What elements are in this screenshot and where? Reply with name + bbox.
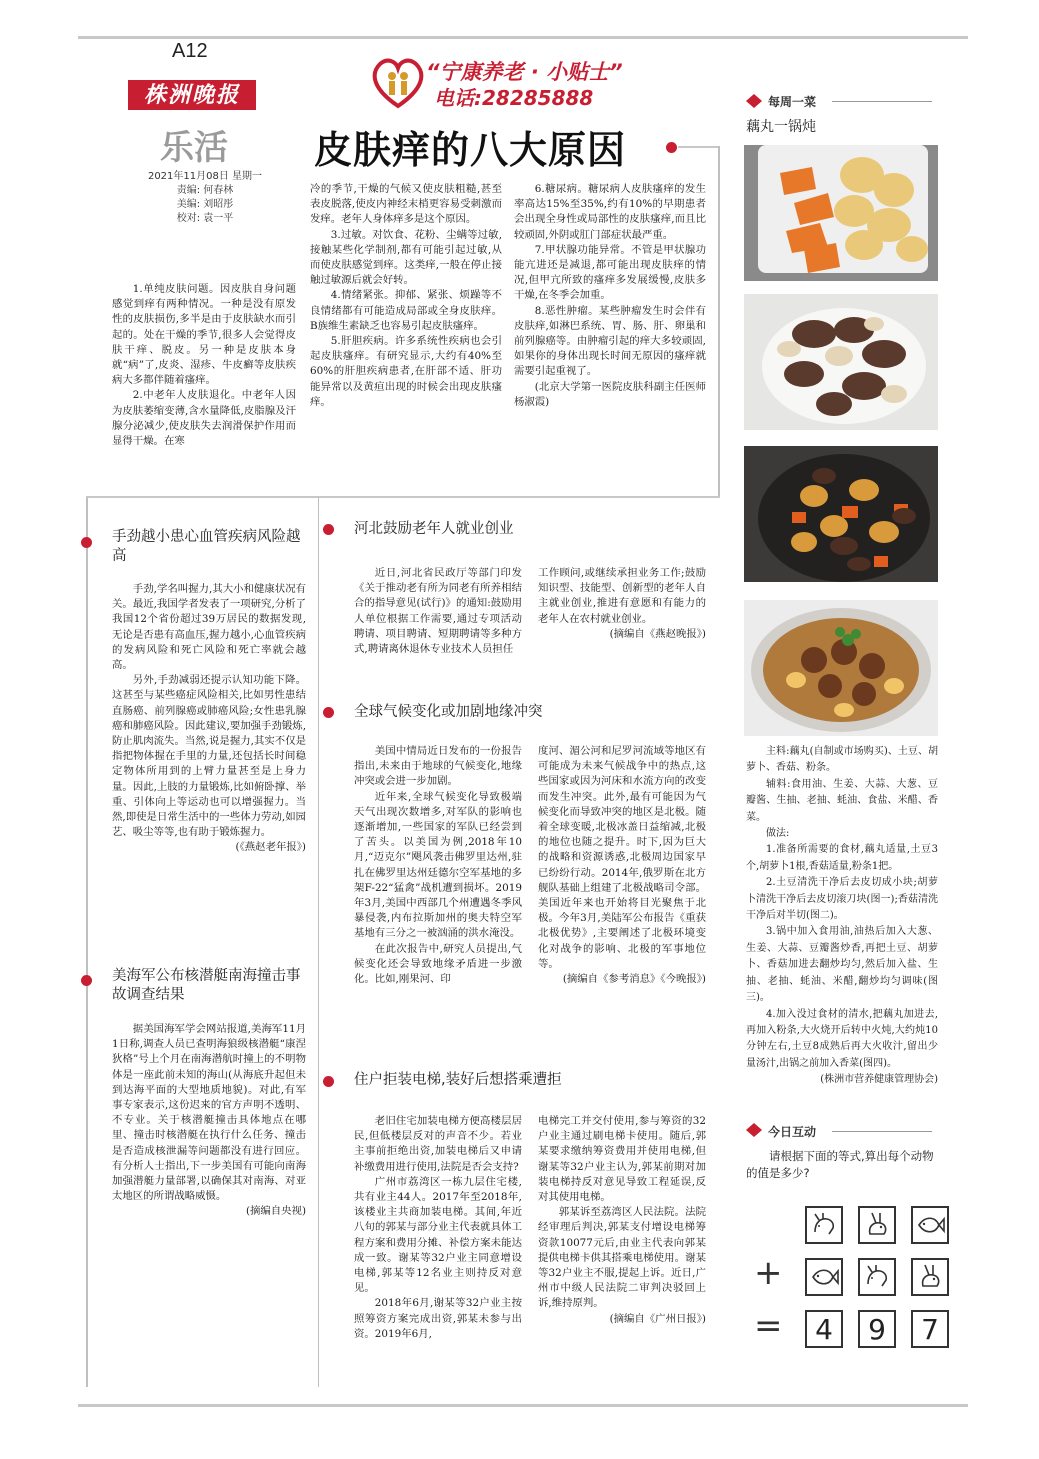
column-divider xyxy=(318,497,319,1387)
plus-sign: + xyxy=(754,1253,783,1293)
climate-article-left: 美国中情局近日发布的一份报告指出,未来由于地球的气候变化,地缘冲突或会进一步加剧。 近年来,全球气候变化导致极端天气出现次数增多,对军队的影响也逐渐增加,一些国家的军队已经尝到了苦头。以美国为例,2018年10月,“迈克尔”飓风袭击佛罗里达州,驻扎在佛罗里达州廷德尔空军基地的多架F-22“猛禽”战机遭到损坏。2019年3月,美国中西部几个州遭遇冬季风暴侵袭,内布拉斯加州的奥夫特空军基地有三分之一被汹涌的洪水淹没。 在此次报告中,研究人员提出,气候变化还会导致地缘矛盾进一步激化。比如,刚果河、印 xyxy=(354,745,522,986)
recipe-tag: 每周一菜 xyxy=(768,95,817,109)
main-headline: 皮肤痒的八大原因 xyxy=(314,128,627,172)
elevator-article-left: 老旧住宅加装电梯方便高楼层居民,但低楼层反对的声音不少。若业主事前拒绝出资,加装电梯后又申请补缴费用进行使用,法院是否会支持? 广州市荔湾区一栋九层住宅楼,共有业主44人。2017年至2018年,该楼业主共商加装电梯。其间,年近八旬的郭某与部分业主代表就具体工程方案和费用分摊、补偿方案未能达成一致。谢某等32户业主同意增设电梯,郭某等12名业主则持反对意见。 2018年6月,谢某等32户业主按照筹资方案完成出资,郭某未参与出资。2019年6月, xyxy=(354,1115,522,1340)
elevator-article-right: 电梯完工并交付使用,参与筹资的32户业主通过刷电梯卡使用。随后,郭某要求缴纳筹资费用并使用电梯,但谢某等32户业主认为,郭某前期对加装电梯持反对意见导致工程延误,反对其使用电梯。 郭某诉至荔湾区人民法院。法院经审理后判决,郭某支付增设电梯筹资款10077元后,由业主代表向郭某提供电梯卡供其搭乘电梯使用。谢某等32户业主不服,提起上诉。近日,广州市中级人民法院二审判决驳回上诉,维持原判。 (摘编自《广州日报》) xyxy=(538,1114,706,1327)
hebei-article-source: (摘编自《燕赵晚报》) xyxy=(609,627,706,640)
elevator-article-dot xyxy=(323,1076,334,1087)
puzzle-tag: 今日互动 xyxy=(768,1125,817,1139)
climate-article-right: 度河、湄公河和尼罗河流域等地区有可能成为未来气候战争中的热点,这些国家或因为河床和水流方向的改变而发生冲突。此外,最有可能因为气候变化而导致冲突的地区是北极。随着全球变暖,北极冰盖日益缩减,北极的地位也随之提升。时下,因为巨大的战略和资源诱惑,北极周边国家早已纷纷行动。2014年,俄罗斯在北方舰队基础上组建了北极战略司令部。美国近年来也开始将目光聚焦于北极。今年3月,美陆军公布报告《重获北极优势》,主要阐述了北极环境变化对战争的影响、北极的军事地位等。 (摘编自《参考消息》《今晚报》) xyxy=(538,744,706,987)
elevator-article-title: 住户拒装电梯,装好后想搭乘遭拒 xyxy=(354,1072,562,1088)
answer-digit-3: 7 xyxy=(911,1310,949,1348)
paper-name: 株洲晚报 xyxy=(143,82,240,108)
main-article-col3: 6.糖尿病。糖尿病人皮肤瘙痒的发生率高达15%至35%,约有10%的早期患者会出现全身性或局部性的皮肤瘙痒,而且比较顽固,外阴或肛门部症状最严重。 7.甲状腺功能异常。不管是甲状腺功能亢进还是减退,都可能出现皮肤痒的情况,但甲亢所致的瘙痒多发展缓慢,皮肤多干燥,在冬季会加重。 8.恶性肿瘤。某些肿瘤发生时会伴有皮肤痒,如淋巴系统、胃、肠、肝、卵巢和前列腺癌等。由肿瘤引起的痒大多较顽固,如果你的身体出现长时间无原因的瘙痒就需要引起重视了。 (北京大学第一医院皮肤科副主任医师 杨淑霞) xyxy=(514,182,706,410)
hebei-article-right: 工作顾问,或继续承担业务工作;鼓励知识型、技能型、创新型的老年人自主就业创业,推进有意愿和有能力的老年人在农村就业创业。 (摘编自《燕赵晚报》) xyxy=(538,566,706,642)
recipe-tag-icon xyxy=(744,93,764,113)
headline-rule xyxy=(678,146,720,148)
hebei-article-title: 河北鼓励老年人就业创业 xyxy=(354,521,514,537)
top-rule xyxy=(78,36,968,39)
climate-article-source: (摘编自《参考消息》《今晚报》) xyxy=(562,973,706,986)
main-frame-bottom xyxy=(86,496,720,498)
recipe-photo-4 xyxy=(744,600,938,736)
submarine-article-title: 美海军公布核潜艇南海撞击事故调查结果 xyxy=(112,968,301,1003)
ad-slogan: “宁康养老 · 小贴士” xyxy=(426,60,623,84)
recipe-photo-2 xyxy=(744,294,938,430)
page-number: A12 xyxy=(172,40,208,62)
recipe-body: 主料:藕丸(自制或市场购买)、土豆、胡萝卜、香菇、粉条。 辅料:食用油、生姜、大蒜、大葱、豆瓣酱、生抽、老抽、蚝油、食盐、米醋、香菜。 做法: 1.准备所需要的食材,藕丸适量,土豆3个,胡萝卜1根,香菇适量,粉条1把。 2.土豆清洗干净后去皮切成小块;胡萝卜清洗干净后去皮切滚刀块(图一);香菇清洗干净后对半切(图二)。 3.锅中加入食用油,油热后加入大葱、生姜、大蒜、豆瓣酱炒香,再把土豆、胡萝卜、香菇加进去翻炒均匀,然后加入盐、生抽、老抽、蚝油、米醋,翻炒均匀调味(图三)。 4.加入没过食材的清水,把藕丸加进去,再加入粉条,大火烧开后转中火炖,大约炖10分钟左右,土豆8成熟后再大火收汁,留出少量汤汁,出锅之前加入香菜(图四)。 (株洲市营养健康管理协会) xyxy=(746,744,938,1089)
ad-phone: 电话:28285888 xyxy=(434,86,594,110)
fish-icon xyxy=(911,1206,949,1244)
recipe-name: 藕丸一锅炖 xyxy=(746,119,816,135)
main-article-col1: 1.单纯皮肤问题。因皮肤自身问题感觉到痒有两种情况。一种是没有原发性的皮肤损伤,多半是由于皮肤缺水而引起的。处在干燥的季节,很多人会觉得皮肤干痒、脱皮。另一种是皮肤本身就“病”了,皮炎、湿疹、牛皮癣等皮肤疾病大多都伴随着瘙痒。 2.中老年人皮肤退化。中老年人因为皮肤萎缩变薄,含水量降低,皮脂腺及汗腺分泌减少,使皮肤失去润滑保护作用而显得干燥。在寒 xyxy=(112,283,296,448)
submarine-article-dot xyxy=(81,975,92,986)
goat-icon xyxy=(858,1258,896,1296)
hebei-article-left: 近日,河北省民政厅等部门印发《关于推动老有所为同老有所养相结合的指导意见(试行)》的通知:鼓励用人单位根据工作需要,通过专项活动聘请、项目聘请、短期聘请等多种方式,聘请离休退休专业技术人员担任 xyxy=(354,567,522,656)
goat-icon xyxy=(805,1206,843,1244)
puzzle-question: 请根据下面的等式,算出每个动物的值是多少? xyxy=(746,1149,934,1180)
answer-digit-1: 4 xyxy=(805,1310,843,1348)
recipe-photo-1 xyxy=(744,145,938,281)
puzzle-tag-icon xyxy=(744,1122,764,1142)
grip-article-dot xyxy=(81,537,92,548)
grip-article-body: 手劲,学名叫握力,其大小和健康状况有关。最近,我国学者发表了一项研究,分析了我国12个省份超过39万居民的数据发现,无论是否患有高血压,握力越小,心血管疾病的发病风险和死亡风险和死亡率就会越高。 另外,手劲减弱还提示认知功能下降。这甚至与某些癌症风险相关,比如男性患结直肠癌、前列腺癌或肺癌风险;女性患乳腺癌和肺癌风险。因此建议,要加强手劲锻炼,防止肌肉流失。当然,说是握力,其实不仅是指把物体握在手里的力量,还包括长时间稳定物体所用到的上臂力量甚至是上身力量。因此,上肢的力量锻炼,比如俯卧撑、举重、引体向上等运动也可以增强握力。当然,即使是日常生活中的一些体力劳动,如园艺、吸尘等等,也有助于锻炼握力。 (《燕赵老年报》) xyxy=(112,582,306,856)
recipe-source: (株洲市营养健康管理协会) xyxy=(820,1074,938,1086)
designer-credit: 美编: 刘昭彤 xyxy=(176,199,234,210)
main-article-source: (北京大学第一医院皮肤科副主任医师 杨淑霞) xyxy=(514,380,706,408)
submarine-article-body: 据美国海军学会网站报道,美海军11月1日称,调查人员已查明海狼级核潜艇“康涅狄格”号上个月在南海潜航时撞上的不明物体是一座此前未知的海山(从海底升起但未到达海平面的大型地质地貌)。对此,有军事专家表示,这份迟来的官方声明不透明、不专业。关于核潜艇撞击具体地点在哪里、撞击时核潜艇在执行什么任务、撞击是否造成核泄漏等问题都没有进行回应。有分析人士指出,下一步美国有可能向南海加强潜艇力量部署,以确保其对南海、对亚太地区的所谓战略威慑。 (摘编自央视) xyxy=(112,1022,306,1220)
recipe-photo-3 xyxy=(744,446,938,582)
main-frame-left xyxy=(86,497,88,1387)
fish-icon xyxy=(805,1258,843,1296)
climate-article-title: 全球气候变化或加剧地缘冲突 xyxy=(354,704,543,720)
hebei-article-dot xyxy=(323,524,334,535)
editor-credit: 责编: 何春林 xyxy=(176,185,234,196)
rabbit-icon xyxy=(858,1206,896,1244)
ad-logo-icon xyxy=(368,54,428,110)
recipe-tag-rule xyxy=(832,101,932,102)
puzzle-tag-rule xyxy=(832,1131,932,1132)
proofreader-credit: 校对: 袁一平 xyxy=(176,213,234,224)
bottom-rule xyxy=(78,1404,968,1407)
masthead-info xyxy=(130,170,280,226)
grip-article-title: 手劲越小患心血管疾病风险越高 xyxy=(112,529,301,564)
answer-digit-2: 9 xyxy=(858,1310,896,1348)
main-article-col2: 冷的季节,干燥的气候又使皮肤粗糙,甚至表皮脱落,使皮内神经末梢更容易受刺激而发痒。老年人身体痒多是这个原因。 3.过敏。对饮食、花粉、尘螨等过敏,接触某些化学制剂,都有可能引起过敏,从而使皮肤感觉到痒。这类痒,一般在停止接触过敏源后就会好转。 4.情绪紧张。抑郁、紧张、烦躁等不良情绪都有可能造成局部或全身皮肤痒。B族维生素缺乏也容易引起皮肤瘙痒。 5.肝胆疾病。许多系统性疾病也会引起皮肤瘙痒。有研究显示,大约有40%至60%的肝胆疾病患者,在肝部不适、肝功能异常以及黄疸出现的时候会出现皮肤瘙痒。 xyxy=(310,183,502,408)
submarine-article-source: (摘编自央视) xyxy=(245,1205,306,1218)
elevator-article-source: (摘编自《广州日报》) xyxy=(609,1312,706,1325)
grip-article-source: (《燕赵老年报》) xyxy=(235,841,306,854)
rabbit-icon xyxy=(911,1258,949,1296)
climate-article-dot xyxy=(323,707,334,718)
headline-dot xyxy=(666,142,677,153)
section-name: 乐活 xyxy=(160,128,228,168)
issue-date: 2021年11月08日 星期一 xyxy=(147,171,263,182)
main-frame-right xyxy=(718,146,720,498)
equals-sign: = xyxy=(754,1306,783,1346)
